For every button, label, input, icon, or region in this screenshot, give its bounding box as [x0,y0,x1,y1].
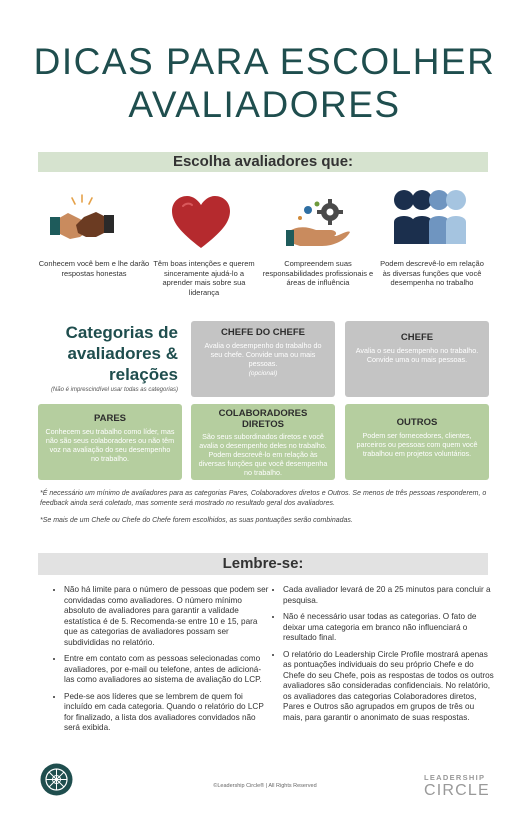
caption-good-intentions: Têm boas intenções e querem sinceramente ajudá-lo a aprender mais sobre sua liderança [153,259,255,297]
box-title: PARES [93,413,127,424]
heart-icon [170,194,232,250]
remember-heading: Lembre-se: [38,553,488,575]
copyright: ©Leadership Circle® | All Rights Reserved [213,783,317,789]
box-title: CHEFE [400,332,434,343]
caption-describe-functions: Podem descrevê-lo em relação às diversas funções que você desempenha no trabalho [380,259,484,287]
brand-wordmark-bottom: CIRCLE [424,782,490,799]
hand-gears-icon [286,196,352,250]
box-title: COLABORADORES DIRETOS [218,408,308,430]
people-group-icon [392,188,468,246]
leadership-circle-logo-icon [40,763,73,796]
box-pares [38,404,182,480]
box-desc: Avalia o seu desempenho no trabalho. Convide uma ou mais pessoas. [355,346,479,364]
list-item: • Pede-se aos líderes que se lembrem de quem foi incluído em cada categoria. Quando o relatório do LCP for finalizado, a lista dos avaliadores convidados não será exibida. [64,692,270,734]
list-item: • O relatório do Leadership Circle Profile mostrará apenas as pontuações individuais do seu próprio Chefe e do Chefe do seu Chefe, pois as respostas de todos os outros avaliadores são consideradas confidenciais. No relatório, os avaliadores das categorias Colaboradores diretos, Pares e Outros são agrupados em grupos de três ou mais, para garantir o anonimato de suas respostas. [283,650,495,724]
footnote-minimum: *É necessário um mínimo de avaliadores para as categorias Pares, Colaboradores diretos e Outros. Se menos de três pessoas responderem, o feedback ainda será coletado, mas somente será mostrado no resultado geral dos avaliadores. [40,490,487,507]
box-title: OUTROS [396,417,438,428]
remember-list-right [271,585,495,729]
box-chefe-do-chefe [191,321,335,397]
box-title: CHEFE DO CHEFE [221,327,305,338]
title-line-2: AVALIADORES [128,84,401,125]
box-desc: Conhecem seu trabalho como líder, mas não são seus colaboradores ou não têm voz na avaliação do seu desempenho no trabalho. [45,427,175,463]
list-item: • Não há limite para o número de pessoas que podem ser convidadas como avaliadores. O número mínimo absoluto de avaliadores para garantir a validade estatística é de 5. Recomenda-se entre 10 e 15, para que as categorias de avaliadores possam ser subdivididas no relatório. [64,585,270,648]
list-item: • Não é necessário usar todas as categorias. O fato de deixar uma categoria em branco não influenciará o resultado final. [283,612,495,644]
caption-know-you: Conhecem você bem e lhe darão respostas honestas [38,259,150,278]
list-item: • Cada avaliador levará de 20 a 25 minutos para concluir a pesquisa. [283,585,495,606]
choose-heading: Escolha avaliadores que: [38,152,488,172]
list-item: • Entre em contato com as pessoas selecionadas como avaliadores, por e-mail ou telefone, antes de adicioná-las como avaliadores ao sistema de avaliação do LCP. [64,654,270,686]
box-desc: Podem ser fornecedores, clientes, parceiros ou pessoas com quem você trabalhou em projetos voluntários. [356,431,478,458]
box-optional: (opcional) [248,370,278,377]
box-desc: São seus subordinados diretos e você avalia o desempenho deles no trabalho. Podem descrevê-lo em relação às diversas funções que você desempenha no trabalho. [198,432,328,477]
caption-understand-roles: Compreendem suas responsabilidades profissionais e áreas de influência [262,259,374,287]
box-outros [345,404,489,480]
categories-note: (Não é imprescindível usar todas as categorias) [50,387,178,393]
box-colaboradores-diretos [191,404,335,480]
handshake-icon [50,193,114,249]
footnote-combined: *Se mais de um Chefe ou Chefe do Chefe forem escolhidos, as suas pontuações serão combinadas. [40,517,353,524]
title-line-1: DICAS PARA ESCOLHER [33,41,496,82]
page-title [0,40,529,126]
categories-heading: Categorias de avaliadores & relações [65,323,178,384]
box-chefe [345,321,489,397]
box-desc: Avalia o desempenho do trabalho do seu chefe. Convide uma ou mais pessoas. [204,341,322,368]
remember-list-left [52,585,270,740]
brand-wordmark-top: LEADERSHIP [424,773,486,782]
